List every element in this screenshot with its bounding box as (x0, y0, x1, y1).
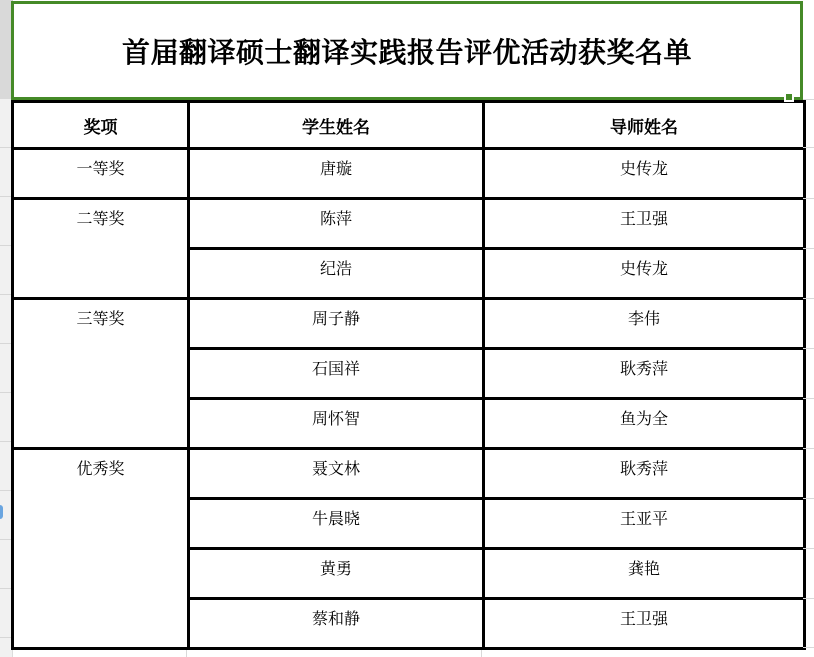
student-cell[interactable]: 聂文林 (189, 449, 484, 499)
table-header-row (13, 102, 805, 149)
title-cell-selection[interactable] (11, 1, 803, 100)
gridline-stub (803, 147, 814, 148)
selection-fill-handle[interactable] (784, 92, 794, 102)
gridline-stub (803, 498, 814, 499)
student-cell[interactable]: 黄勇 (189, 549, 484, 599)
table-row (13, 299, 805, 349)
gridline-stub (803, 598, 814, 599)
award-cell-third-prize[interactable]: 三等奖 (13, 299, 189, 449)
gridline-stub (803, 448, 814, 449)
award-table (11, 100, 806, 650)
student-cell[interactable]: 纪浩 (189, 249, 484, 299)
student-cell[interactable]: 蔡和静 (189, 599, 484, 649)
gridline-stub (803, 348, 814, 349)
advisor-cell[interactable]: 李伟 (484, 299, 805, 349)
advisor-cell[interactable]: 鱼为全 (484, 399, 805, 449)
award-cell-second-prize[interactable]: 二等奖 (13, 199, 189, 299)
gridline-stub (803, 548, 814, 549)
table-row (13, 149, 805, 199)
advisor-cell[interactable]: 龚艳 (484, 549, 805, 599)
page-title: 首届翻译硕士翻译实践报告评优活动获奖名单 (121, 37, 692, 69)
blue-edge-fragment (0, 505, 3, 519)
gridline-stub (803, 198, 814, 199)
gridline-stub (803, 99, 814, 100)
gridline-stub (803, 398, 814, 399)
award-cell-excellence-prize[interactable]: 优秀奖 (13, 449, 189, 649)
header-cell-advisor[interactable]: 导师姓名 (484, 102, 805, 149)
header-cell-award[interactable]: 奖项 (13, 102, 189, 149)
advisor-cell[interactable]: 史传龙 (484, 149, 805, 199)
advisor-cell[interactable]: 耿秀萍 (484, 449, 805, 499)
header-cell-student[interactable]: 学生姓名 (189, 102, 484, 149)
student-cell[interactable]: 周怀智 (189, 399, 484, 449)
student-cell[interactable]: 牛晨晓 (189, 499, 484, 549)
award-cell-first-prize[interactable]: 一等奖 (13, 149, 189, 199)
gridline-stub (481, 650, 482, 657)
advisor-cell[interactable]: 史传龙 (484, 249, 805, 299)
gridline-stub (803, 647, 814, 648)
table-row (13, 199, 805, 249)
advisor-cell[interactable]: 王亚平 (484, 499, 805, 549)
gridline-stub (186, 650, 187, 657)
student-cell[interactable]: 石国祥 (189, 349, 484, 399)
table-row (13, 449, 805, 499)
advisor-cell[interactable]: 耿秀萍 (484, 349, 805, 399)
advisor-cell[interactable]: 王卫强 (484, 199, 805, 249)
student-cell[interactable]: 唐璇 (189, 149, 484, 199)
gridline-stub (803, 248, 814, 249)
student-cell[interactable]: 周子静 (189, 299, 484, 349)
student-cell[interactable]: 陈萍 (189, 199, 484, 249)
gridline-stub (803, 298, 814, 299)
advisor-cell[interactable]: 王卫强 (484, 599, 805, 649)
